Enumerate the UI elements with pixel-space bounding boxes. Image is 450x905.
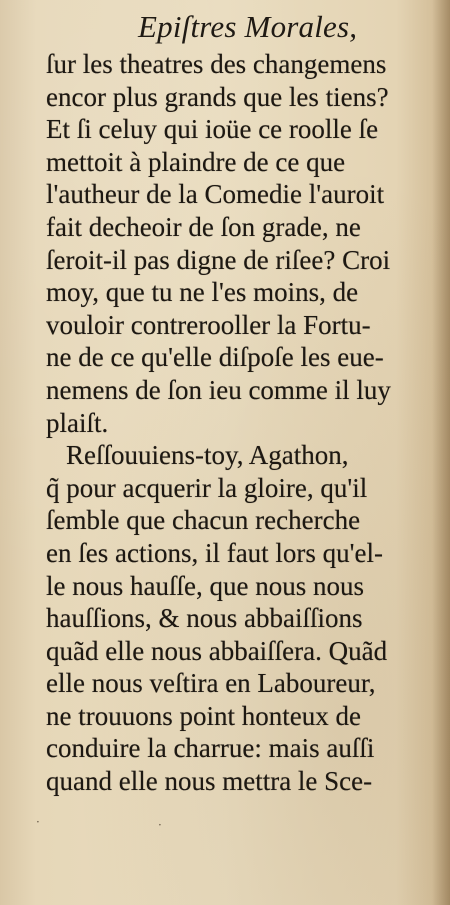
text-line: encor plus grands que les tiens? bbox=[46, 81, 389, 112]
ink-speck: · bbox=[158, 818, 162, 832]
text-line: le nous hauſſe, que nous nous bbox=[46, 570, 364, 601]
text-line: Et ſi celuy qui ioüe ce roolle ſe bbox=[46, 114, 379, 145]
ink-speck: · bbox=[36, 815, 40, 829]
text-line: q̃ pour acquerir la gloire, qu'il bbox=[46, 472, 368, 503]
running-header: Epiſtres Morales, bbox=[138, 9, 358, 44]
text-line: ſur les theatres des changemens bbox=[46, 49, 387, 79]
text-line: vouloir contrerooller la Fortu- bbox=[46, 309, 371, 340]
text-line: quãd elle nous abbaiſſera. Quãd bbox=[46, 635, 388, 666]
text-line: ne trouuons point honteux de bbox=[46, 700, 361, 731]
text-line: mettoit à plaindre de ce que bbox=[46, 146, 346, 177]
text-line: conduire la charrue: mais auſſi bbox=[46, 733, 375, 764]
text-line: hauſſions, & nous abbaiſſions bbox=[46, 603, 363, 634]
text-line: l'autheur de la Comedie l'auroit bbox=[46, 179, 385, 210]
text-line: moy, que tu ne l'es moins, de bbox=[46, 277, 359, 308]
paragraph-start-line: Reſſouuiens-toy, Agathon, bbox=[66, 440, 349, 471]
text-line: elle nous veſtira en Laboureur, bbox=[46, 668, 376, 699]
text-line: ſeroit-il pas digne de riſee? Croi bbox=[46, 244, 391, 275]
text-line: en ſes actions, il faut lors qu'el- bbox=[46, 537, 384, 568]
text-line: nemens de ſon ieu comme il luy bbox=[46, 374, 391, 405]
body-text bbox=[46, 48, 436, 798]
text-line: plaiſt. bbox=[46, 407, 109, 438]
text-line: quand elle nous mettra le Sce- bbox=[46, 766, 373, 797]
text-line: ne de ce qu'elle diſpoſe les eue- bbox=[46, 342, 384, 373]
text-line: fait decheoir de ſon grade, ne bbox=[46, 211, 361, 242]
text-line: ſemble que chacun recherche bbox=[46, 505, 361, 536]
